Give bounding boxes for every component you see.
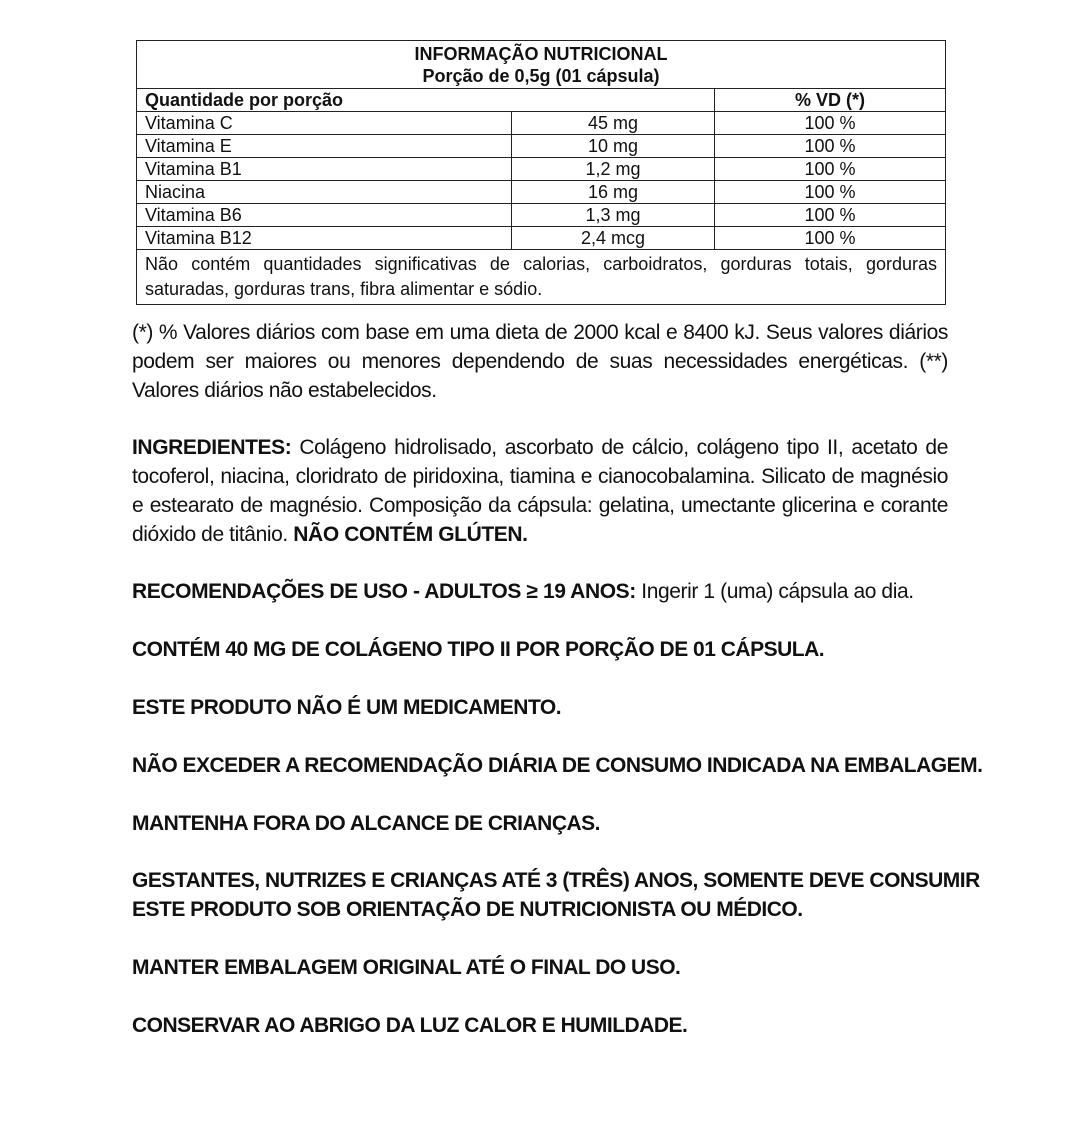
nutrient-amount: 10 mg — [512, 135, 715, 158]
nutrient-amount: 2,4 mcg — [512, 227, 715, 250]
nutrient-name: Vitamina B1 — [137, 158, 512, 181]
nutrient-name: Vitamina B12 — [137, 227, 512, 250]
usage-paragraph — [132, 577, 948, 606]
table-row — [137, 112, 946, 135]
nutrition-table-title: INFORMAÇÃO NUTRICIONAL — [414, 44, 668, 64]
ingredients-paragraph — [132, 433, 948, 549]
nutrient-amount: 16 mg — [512, 181, 715, 204]
daily-values-note: (*) % Valores diários com base em uma dieta de 2000 kcal e 8400 kJ. Seus valores diários podem ser maiores ou menores dependendo de suas necessidades energéticas. (**) Valores diários não estabelecidos. — [132, 321, 948, 402]
collagen-statement: CONTÉM 40 MG DE COLÁGENO TIPO II POR PORÇÃO DE 01 CÁPSULA. — [132, 638, 825, 661]
table-row — [137, 135, 946, 158]
nutrition-facts-table — [136, 40, 946, 305]
nutrient-vd: 100 % — [715, 181, 946, 204]
nutrient-amount: 1,2 mg — [512, 158, 715, 181]
nutrition-table-title-cell — [137, 41, 946, 89]
header-quantity: Quantidade por porção — [137, 89, 715, 112]
nutrient-name: Vitamina B6 — [137, 204, 512, 227]
nutrient-name: Vitamina E — [137, 135, 512, 158]
table-row — [137, 181, 946, 204]
nutrient-name: Niacina — [137, 181, 512, 204]
nutrient-vd: 100 % — [715, 135, 946, 158]
nutrient-vd: 100 % — [715, 112, 946, 135]
table-row — [137, 158, 946, 181]
nutrient-vd: 100 % — [715, 204, 946, 227]
pregnant-warning-line: GESTANTES, NUTRIZES E CRIANÇAS ATÉ 3 (TRÊS) ANOS, SOMENTE DEVE CONSUMIR — [132, 869, 980, 892]
storage-warning: CONSERVAR AO ABRIGO DA LUZ CALOR E HUMILDADE. — [132, 1014, 688, 1037]
nutrient-vd: 100 % — [715, 227, 946, 250]
packaging-warning: MANTER EMBALAGEM ORIGINAL ATÉ O FINAL DO USO. — [132, 956, 681, 979]
header-vd: % VD (*) — [715, 89, 946, 112]
keep-from-children-warning: MANTENHA FORA DO ALCANCE DE CRIANÇAS. — [132, 812, 600, 835]
nutrient-amount: 45 mg — [512, 112, 715, 135]
usage-text: Ingerir 1 (uma) cápsula ao dia. — [635, 580, 914, 603]
nutrition-footnote: Não contém quantidades significativas de calorias, carboidratos, gorduras totais, gorduras saturadas, gorduras trans, fibra alimentar e sódio. — [137, 250, 946, 305]
table-row — [137, 227, 946, 250]
usage-label: RECOMENDAÇÕES DE USO - ADULTOS ≥ 19 ANOS: — [132, 580, 636, 603]
nutrition-table-serving: Porção de 0,5g (01 cápsula) — [422, 66, 660, 86]
table-row — [137, 204, 946, 227]
nutrient-name: Vitamina C — [137, 112, 512, 135]
pregnant-warning — [132, 866, 980, 924]
ingredients-text: Colágeno hidrolisado, ascorbato de cálcio, colágeno tipo II, acetato de tocoferol, niacina, cloridrato de piridoxina, tiamina e cianocobalamina. Silicato de magnésio e estearato de magnésio. Composição da cápsula: gelatina, umectante glicerina e corante dióxido de titânio. — [132, 436, 948, 546]
nutrient-amount: 1,3 mg — [512, 204, 715, 227]
pregnant-warning-line: ESTE PRODUTO SOB ORIENTAÇÃO DE NUTRICIONISTA OU MÉDICO. — [132, 898, 803, 921]
not-medicine-warning: ESTE PRODUTO NÃO É UM MEDICAMENTO. — [132, 696, 562, 719]
nutrient-vd: 100 % — [715, 158, 946, 181]
do-not-exceed-warning: NÃO EXCEDER A RECOMENDAÇÃO DIÁRIA DE CONSUMO INDICADA NA EMBALAGEM. — [132, 754, 983, 777]
gluten-statement: NÃO CONTÉM GLÚTEN. — [293, 523, 528, 546]
ingredients-label: INGREDIENTES: — [132, 436, 292, 459]
